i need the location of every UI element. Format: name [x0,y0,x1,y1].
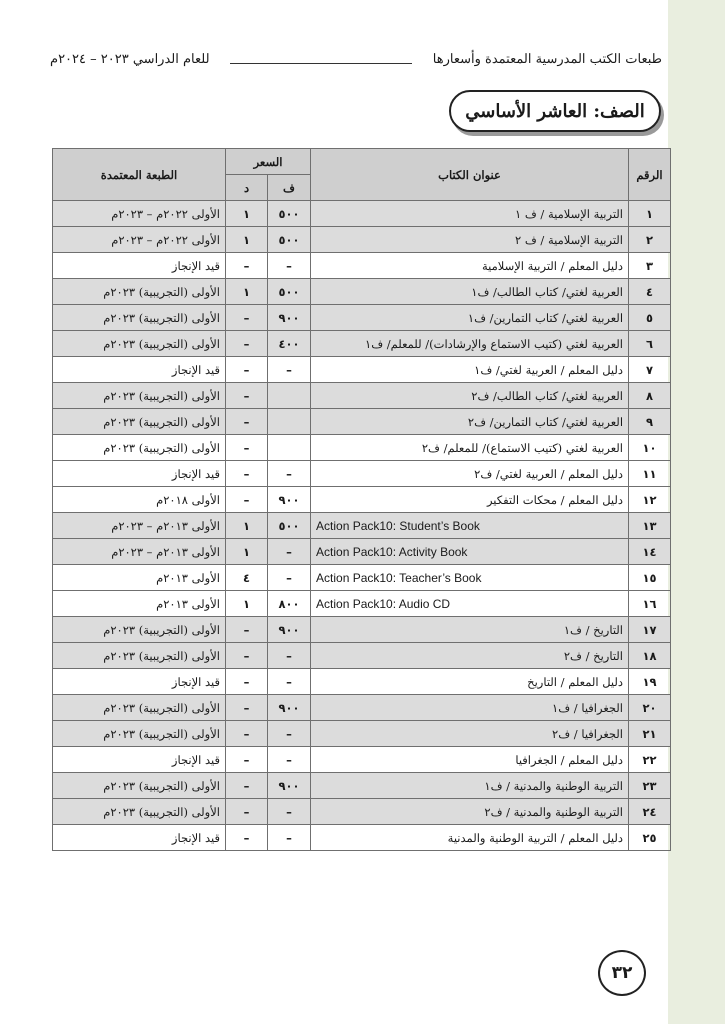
row-price-dinar: ١ [226,227,268,253]
row-title: التربية الوطنية والمدنية / ف١ [311,773,629,799]
row-price-dinar: – [226,461,268,487]
row-edition: الأولى ٢٠١٣م [53,565,226,591]
header-title: طبعات الكتب المدرسية المعتمدة وأسعارها [432,52,662,67]
table-row [53,227,671,253]
table-row [53,279,671,305]
row-title: العربية لغتي/ كتاب الطالب/ ف٢ [311,383,629,409]
row-edition: الأولى ٢٠١٣م [53,591,226,617]
table-row [53,409,671,435]
row-title: التربية الإسلامية / ف ٢ [311,227,629,253]
row-number: ٩ [629,409,671,435]
header-title: عنوان الكتاب [311,149,629,201]
row-number: ٨ [629,383,671,409]
row-title: دليل المعلم / التربية الإسلامية [311,253,629,279]
row-edition: قيد الإنجاز [53,357,226,383]
row-price-fils: – [268,669,311,695]
row-price-dinar: ٤ [226,565,268,591]
row-price-fils: ٨٠٠ [268,591,311,617]
row-number: ١٨ [629,643,671,669]
row-title: Action Pack10: Audio CD [311,591,629,617]
row-number: ٧ [629,357,671,383]
row-number: ١٣ [629,513,671,539]
page-header [50,48,662,74]
grade-badge: الصف: العاشر الأساسي [449,90,661,132]
row-price-dinar: – [226,643,268,669]
table-row [53,617,671,643]
row-price-dinar: – [226,357,268,383]
row-price-fils [268,383,311,409]
table-body [53,201,671,851]
row-price-fils: ٥٠٠ [268,279,311,305]
row-edition: الأولى ٢٠٢٢م – ٢٠٢٣م [53,227,226,253]
header-fils: ف [268,175,311,201]
table-row [53,513,671,539]
table-row [53,539,671,565]
row-number: ٢٥ [629,825,671,851]
table-row [53,435,671,461]
row-price-fils: ٥٠٠ [268,513,311,539]
row-edition: الأولى ٢٠١٣م – ٢٠٢٣م [53,513,226,539]
row-title: Action Pack10: Student’s Book [311,513,629,539]
row-price-dinar: – [226,383,268,409]
row-title: Action Pack10: Teacher’s Book [311,565,629,591]
row-price-fils: – [268,799,311,825]
row-number: ١١ [629,461,671,487]
row-number: ٢١ [629,721,671,747]
books-table [52,148,671,851]
table-row [53,201,671,227]
row-number: ١٢ [629,487,671,513]
row-number: ١٥ [629,565,671,591]
row-title: الجغرافيا / ف١ [311,695,629,721]
table-row [53,383,671,409]
header-dinar: د [226,175,268,201]
row-title: الجغرافيا / ف٢ [311,721,629,747]
row-number: ٢٠ [629,695,671,721]
page-number: ٣٢ [598,950,646,996]
row-edition: قيد الإنجاز [53,747,226,773]
row-price-dinar: ١ [226,539,268,565]
row-number: ٤ [629,279,671,305]
row-number: ٦ [629,331,671,357]
row-price-fils: – [268,747,311,773]
row-edition: الأولى (التجريبية) ٢٠٢٣م [53,435,226,461]
side-strip [668,0,725,1024]
header-price: السعر [226,149,311,175]
row-edition: الأولى (التجريبية) ٢٠٢٣م [53,695,226,721]
row-edition: الأولى ٢٠٢٢م – ٢٠٢٣م [53,201,226,227]
row-price-dinar: – [226,435,268,461]
row-price-dinar: – [226,617,268,643]
row-number: ٢٣ [629,773,671,799]
row-price-dinar: ١ [226,201,268,227]
row-edition: الأولى (التجريبية) ٢٠٢٣م [53,305,226,331]
row-title: دليل المعلم / التربية الوطنية والمدنية [311,825,629,851]
row-price-dinar: – [226,799,268,825]
table-row [53,747,671,773]
row-price-fils: ٤٠٠ [268,331,311,357]
table-row [53,565,671,591]
row-price-fils: ٩٠٠ [268,617,311,643]
row-price-dinar: ١ [226,591,268,617]
row-title: Action Pack10: Activity Book [311,539,629,565]
row-price-fils: – [268,357,311,383]
row-title: دليل المعلم / الجغرافيا [311,747,629,773]
row-number: ١ [629,201,671,227]
row-title: دليل المعلم / العربية لغتي/ ف١ [311,357,629,383]
row-edition: الأولى (التجريبية) ٢٠٢٣م [53,383,226,409]
row-number: ٢٤ [629,799,671,825]
row-title: العربية لغتي (كتيب الاستماع والإرشادات)/ للمعلم/ ف١ [311,331,629,357]
row-edition: الأولى (التجريبية) ٢٠٢٣م [53,279,226,305]
row-price-fils: ٩٠٠ [268,695,311,721]
row-edition: قيد الإنجاز [53,461,226,487]
table-row [53,825,671,851]
row-title: العربية لغتي/ كتاب التمارين/ ف٢ [311,409,629,435]
row-price-fils: ٩٠٠ [268,773,311,799]
row-number: ١٤ [629,539,671,565]
row-price-dinar: – [226,409,268,435]
row-price-fils: – [268,565,311,591]
row-price-dinar: – [226,773,268,799]
row-price-fils [268,435,311,461]
table-row [53,643,671,669]
row-title: التاريخ / ف١ [311,617,629,643]
row-price-dinar: ١ [226,513,268,539]
header-num: الرقم [629,149,671,201]
row-price-dinar: – [226,721,268,747]
row-price-dinar: – [226,487,268,513]
header-edition: الطبعة المعتمدة [53,149,226,201]
table-row [53,253,671,279]
row-number: ١٩ [629,669,671,695]
row-number: ٢ [629,227,671,253]
row-edition: قيد الإنجاز [53,253,226,279]
table-row [53,695,671,721]
row-edition: الأولى (التجريبية) ٢٠٢٣م [53,331,226,357]
table-row [53,357,671,383]
row-price-dinar: ١ [226,279,268,305]
table-row [53,669,671,695]
row-number: ٣ [629,253,671,279]
row-price-fils: – [268,461,311,487]
row-number: ١٠ [629,435,671,461]
row-number: ٢٢ [629,747,671,773]
row-edition: الأولى ٢٠١٣م – ٢٠٢٣م [53,539,226,565]
row-price-fils: ٩٠٠ [268,305,311,331]
row-price-dinar: – [226,695,268,721]
header-year: للعام الدراسي ٢٠٢٣ – ٢٠٢٤م [50,52,210,67]
table-row [53,591,671,617]
row-edition: الأولى (التجريبية) ٢٠٢٣م [53,773,226,799]
row-edition: الأولى (التجريبية) ٢٠٢٣م [53,643,226,669]
row-edition: الأولى ٢٠١٨م [53,487,226,513]
row-title: التربية الوطنية والمدنية / ف٢ [311,799,629,825]
row-number: ١٧ [629,617,671,643]
table-row [53,721,671,747]
row-price-fils: – [268,721,311,747]
row-price-dinar: – [226,331,268,357]
row-price-dinar: – [226,825,268,851]
row-edition: قيد الإنجاز [53,669,226,695]
row-price-fils: ٥٠٠ [268,201,311,227]
row-price-fils [268,409,311,435]
row-title: العربية لغتي/ كتاب التمارين/ ف١ [311,305,629,331]
row-title: العربية لغتي (كتيب الاستماع)/ للمعلم/ ف٢ [311,435,629,461]
table-row [53,461,671,487]
row-title: دليل المعلم / التاريخ [311,669,629,695]
row-edition: الأولى (التجريبية) ٢٠٢٣م [53,799,226,825]
table-row [53,305,671,331]
row-price-fils: ٩٠٠ [268,487,311,513]
table-row [53,487,671,513]
row-price-dinar: – [226,305,268,331]
row-edition: قيد الإنجاز [53,825,226,851]
header-rule [230,63,412,64]
row-price-fils: – [268,253,311,279]
row-price-fils: – [268,539,311,565]
row-title: دليل المعلم / محكات التفكير [311,487,629,513]
row-edition: الأولى (التجريبية) ٢٠٢٣م [53,721,226,747]
row-edition: الأولى (التجريبية) ٢٠٢٣م [53,409,226,435]
row-price-dinar: – [226,253,268,279]
row-title: دليل المعلم / العربية لغتي/ ف٢ [311,461,629,487]
row-price-dinar: – [226,669,268,695]
row-number: ١٦ [629,591,671,617]
row-edition: الأولى (التجريبية) ٢٠٢٣م [53,617,226,643]
row-number: ٥ [629,305,671,331]
table-row [53,773,671,799]
row-price-fils: ٥٠٠ [268,227,311,253]
row-price-dinar: – [226,747,268,773]
row-title: العربية لغتي/ كتاب الطالب/ ف١ [311,279,629,305]
table-row [53,331,671,357]
table-row [53,799,671,825]
row-price-fils: – [268,643,311,669]
row-title: التاريخ / ف٢ [311,643,629,669]
row-price-fils: – [268,825,311,851]
row-title: التربية الإسلامية / ف ١ [311,201,629,227]
